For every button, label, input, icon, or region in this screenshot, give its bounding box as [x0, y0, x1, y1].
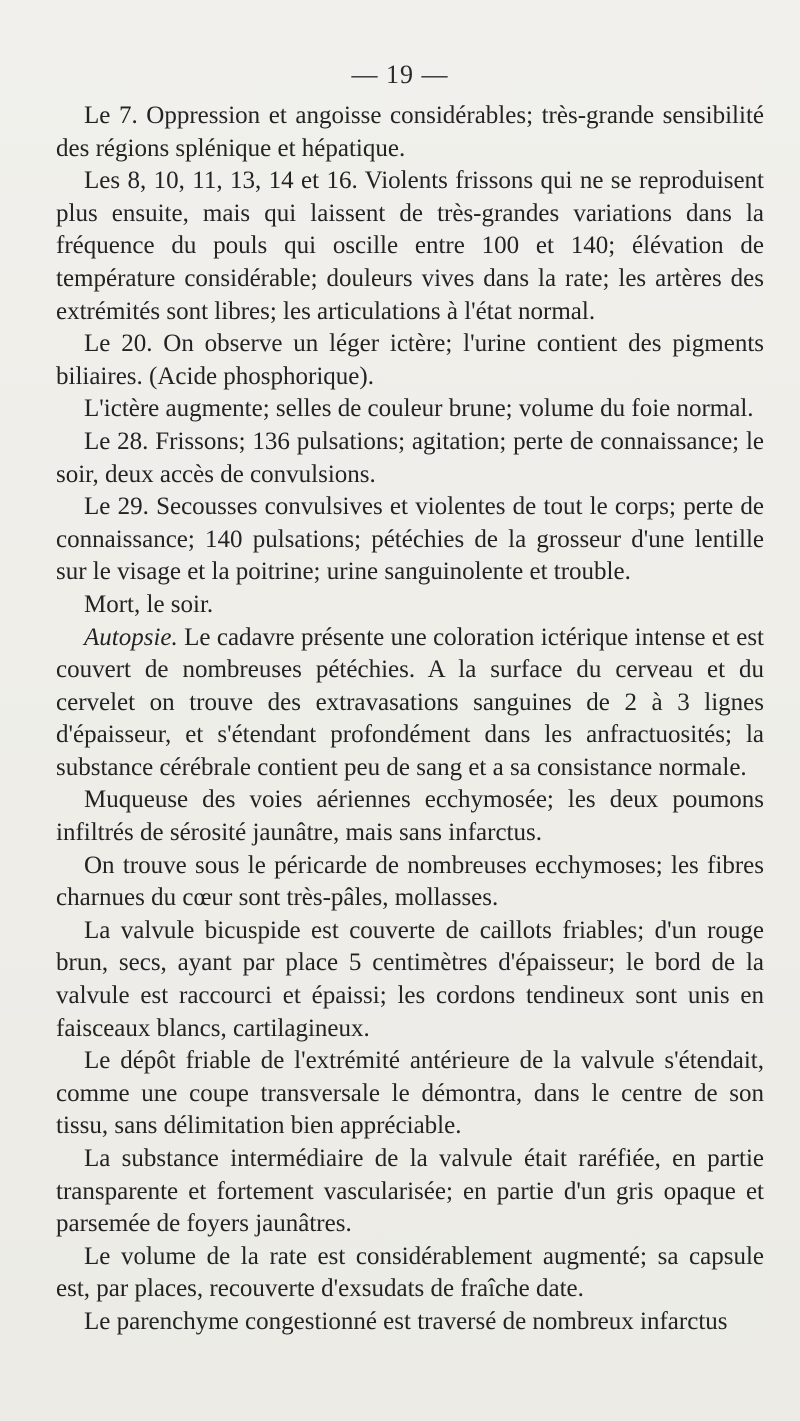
- paragraph: Le 7. Oppression et angoisse considérables; très-grande sensibilité des régions splénique et hépatique.: [56, 102, 764, 162]
- paragraph: Le 20. On observe un léger ictère; l'urine contient des pigments biliaires. (Acide phosphorique).: [56, 330, 764, 390]
- paragraph: Le 29. Secousses convulsives et violentes de tout le corps; perte de connaissance; 140 pulsations; pétéchies de la grosseur d'une lentille sur le visage et la poitrine; urine sanguinolente et trouble.: [56, 493, 764, 586]
- autopsy-label: Autopsie.: [84, 623, 178, 651]
- paragraph: L'ictère augmente; selles de couleur brune; volume du foie normal.: [84, 395, 754, 423]
- autopsy-paragraph: [56, 622, 764, 785]
- autopsy-text: Le cadavre présente une coloration ictérique intense et est couvert de nombreuses pétéchies. A la surface du cerveau et du cervelet on trouve des extravasations sanguines de 2 à 3 lignes d'épaisseur, et s'étendant profondément dans les anfractuosités; la substance cérébrale contient peu de sang et a sa consistance normale.: [56, 623, 764, 781]
- paragraph: On trouve sous le péricarde de nombreuses ecchymoses; les fibres charnues du cœur sont très-pâles, mollasses.: [56, 851, 764, 912]
- body-text: [56, 100, 764, 1339]
- paragraph: Le dépôt friable de l'extrémité antérieure de la valvule s'étendait, comme une coupe transversale le démontra, dans le centre de son tissu, sans délimitation bien appréciable.: [56, 1047, 764, 1140]
- paragraph: La valvule bicuspide est couverte de caillots friables; d'un rouge brun, secs, ayant par place 5 centimètres d'épaisseur; le bord de la valvule est raccourci et épaissi; les cordons tendineux sont unis en faisceaux blancs, cartilagineux.: [56, 916, 764, 1042]
- paragraph: Muqueuse des voies aériennes ecchymosée; les deux poumons infiltrés de sérosité jaunâtre, mais sans infarctus.: [56, 786, 764, 847]
- page-number: — 19 —: [351, 60, 449, 89]
- paragraph: Les 8, 10, 11, 13, 14 et 16. Violents frissons qui ne se reproduisent plus ensuite, mais qui laissent de très-grandes variations dans la fréquence du pouls qui oscille entre 100 et 140; élévation de température considérable; douleurs vives dans la rate; les artères des extrémités sont libres; les articulations à l'état normal.: [56, 167, 764, 325]
- paragraph: Le parenchyme congestionné est traversé de nombreux infarctus: [84, 1307, 728, 1335]
- paragraph: Le 28. Frissons; 136 pulsations; agitation; perte de connaissance; le soir, deux accès de convulsions.: [56, 427, 764, 488]
- paragraph: Mort, le soir.: [84, 590, 214, 618]
- paragraph: La substance intermédiaire de la valvule était raréfiée, en partie transparente et fortement vascularisée; en partie d'un gris opaque et parsemée de foyers jaunâtres.: [56, 1145, 764, 1238]
- paragraph: Le volume de la rate est considérablement augmenté; sa capsule est, par places, recouverte d'exsudats de fraîche date.: [56, 1242, 764, 1303]
